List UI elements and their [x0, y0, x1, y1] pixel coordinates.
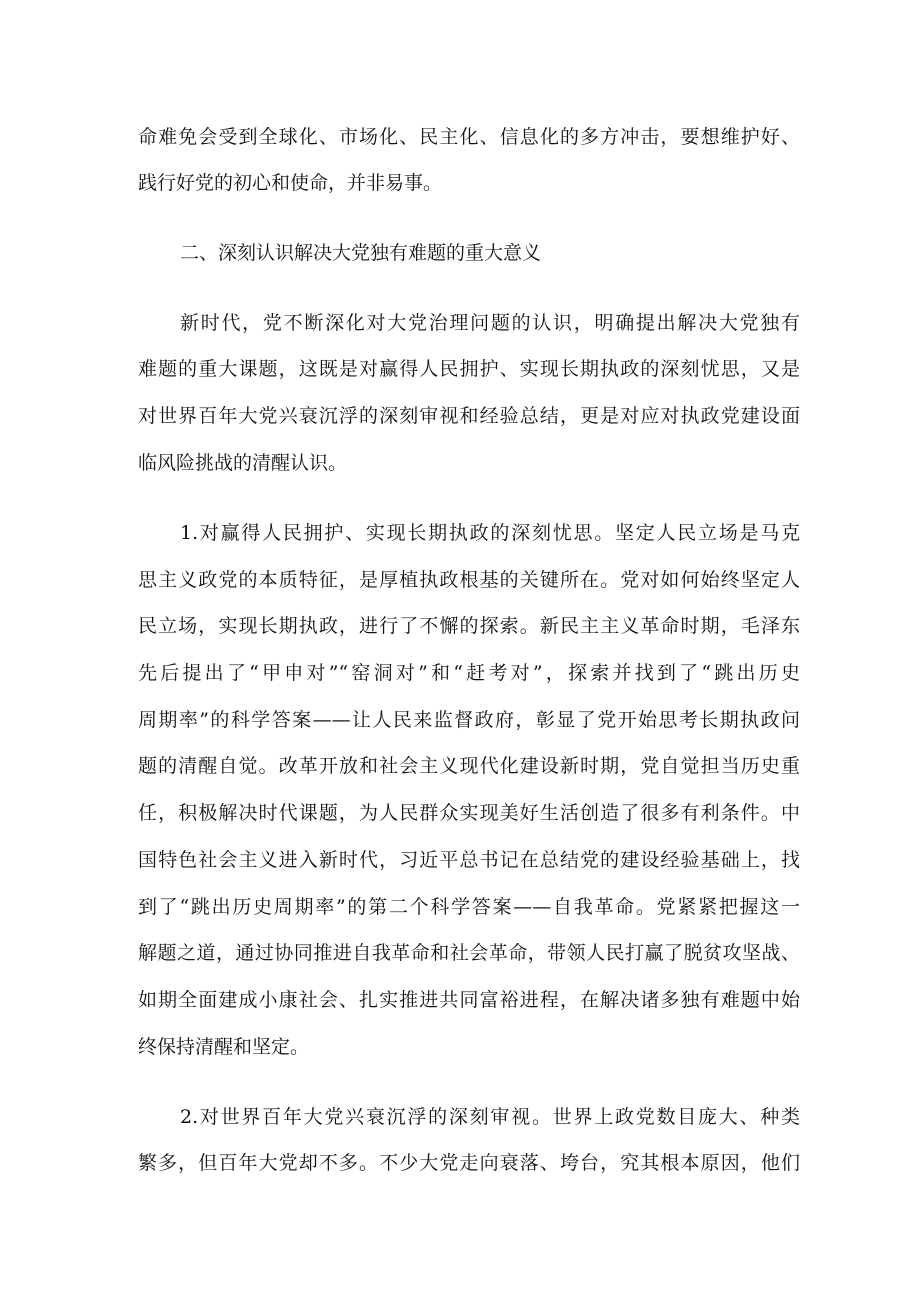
- paragraph-line: 到了“跳出历史周期率”的第二个科学答案——自我革命。党紧紧把握这一: [138, 896, 800, 918]
- paragraph-line: 国特色社会主义进入新时代，习近平总书记在总结党的建设经验基础上，找: [138, 849, 800, 871]
- paragraph-line: 1.对赢得人民拥护、实现长期执政的深刻忧思。坚定人民立场是马克: [180, 522, 800, 544]
- section-heading: 二、深刻认识解决大党独有难题的重大意义: [180, 242, 542, 264]
- paragraph-line: 践行好党的初心和使命，并非易事。: [138, 172, 443, 194]
- paragraph-line: 周期率”的科学答案——让人民来监督政府，彰显了党开始思考长期执政问: [138, 709, 800, 731]
- paragraph-line: 临风险挑战的清醒认识。: [138, 452, 348, 474]
- paragraph-line: 如期全面建成小康社会、扎实推进共同富裕进程，在解决诸多独有难题中始: [138, 989, 800, 1011]
- paragraph-line: 终保持清醒和坚定。: [138, 1036, 310, 1058]
- paragraph-line: 繁多，但百年大党却不多。不少大党走向衰落、垮台，究其根本原因，他们: [138, 1152, 800, 1174]
- paragraph-line: 思主义政党的本质特征，是厚植执政根基的关键所在。党对如何始终坚定人: [138, 569, 800, 591]
- paragraph-line: 命难免会受到全球化、市场化、民主化、信息化的多方冲击，要想维护好、: [138, 126, 800, 148]
- paragraph-line: 先后提出了“甲申对”“窑洞对”和“赶考对”，探索并找到了“跳出历史: [138, 662, 800, 684]
- paragraph-line: 对世界百年大党兴衰沉浮的深刻审视和经验总结，更是对应对执政党建设面: [138, 405, 800, 427]
- paragraph-line: 新时代，党不断深化对大党治理问题的认识，明确提出解决大党独有: [180, 312, 800, 334]
- paragraph-line: 题的清醒自觉。改革开放和社会主义现代化建设新时期，党自觉担当历史重: [138, 755, 800, 777]
- paragraph-line: 2.对世界百年大党兴衰沉浮的深刻审视。世界上政党数目庞大、种类: [180, 1106, 800, 1128]
- paragraph-line: 任，积极解决时代课题，为人民群众实现美好生活创造了很多有利条件。中: [138, 802, 800, 824]
- paragraph-line: 民立场，实现长期执政，进行了不懈的探索。新民主主义革命时期，毛泽东: [138, 615, 800, 637]
- paragraph-line: 解题之道，通过协同推进自我革命和社会革命，带领人民打赢了脱贫攻坚战、: [138, 942, 800, 964]
- paragraph-line: 难题的重大课题，这既是对赢得人民拥护、实现长期执政的深刻忧思，又是: [138, 358, 800, 380]
